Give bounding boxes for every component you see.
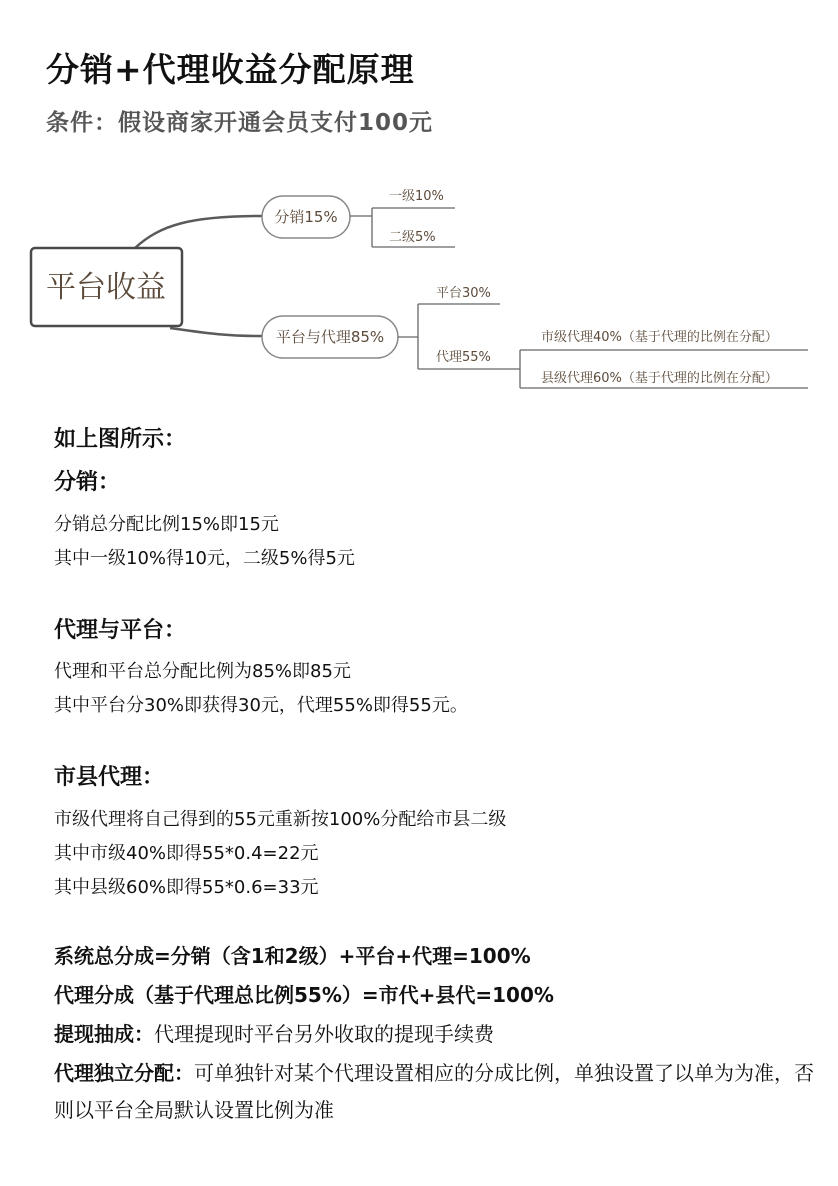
platform-share-label: 平台30% [436,286,491,301]
independent-text: 可单独针对某个代理设置相应的分成比例，单独设置了以单为为准，否则以平台全局默认设置比例为准 [54,1061,814,1122]
root-to-platform-agent-line [170,328,262,336]
agent-heading: 代理与平台： [54,618,187,643]
intro-heading: 如上图所示： [54,427,187,452]
independent-label: 代理独立分配： [54,1061,194,1085]
agent-line-1: 代理和平台总分配比例为85%即85元 [54,661,351,682]
summary-agent-split: 代理分成（基于代理总比例55%）=市代+县代=100% [54,983,554,1007]
platform-agent-node-label: 平台与代理85% [275,328,385,346]
level2-label: 二级5% [389,230,436,245]
page-subtitle: 条件：假设商家开通会员支付100元 [46,110,434,136]
summary-withdraw [54,1016,814,1053]
city-line-3: 其中县级60%即得55*0.6=33元 [54,877,319,898]
distribution-heading: 分销： [54,470,121,495]
distribution-line-1: 分销总分配比例15%即15元 [54,514,279,535]
root-to-distribution-line [135,216,262,248]
city-county-heading: 市县代理： [54,765,165,790]
summary-total: 系统总分成=分销（含1和2级）+平台+代理=100% [54,944,531,968]
page-title: 分销+代理收益分配原理 [46,50,415,89]
city-line-1: 市级代理将自己得到的55元重新按100%分配给市县二级 [54,809,507,830]
withdraw-label: 提现抽成： [54,1022,154,1046]
city-agent-label: 市级代理40%（基于代理的比例在分配） [541,330,778,345]
revenue-mindmap [0,170,838,400]
withdraw-text: 代理提现时平台另外收取的提现手续费 [154,1022,494,1046]
distribution-line-2: 其中一级10%得10元，二级5%得5元 [54,548,355,569]
agent-line-2: 其中平台分30%即获得30元，代理55%即得55元。 [54,695,468,716]
level1-label: 一级10% [389,189,444,204]
county-agent-label: 县级代理60%（基于代理的比例在分配） [541,371,778,386]
distribution-node-label: 分销15% [274,208,338,226]
agent-share-label: 代理55% [436,350,491,365]
city-line-2: 其中市级40%即得55*0.4=22元 [54,843,319,864]
root-node-label: 平台收益 [46,270,166,305]
summary-independent [54,1055,814,1129]
